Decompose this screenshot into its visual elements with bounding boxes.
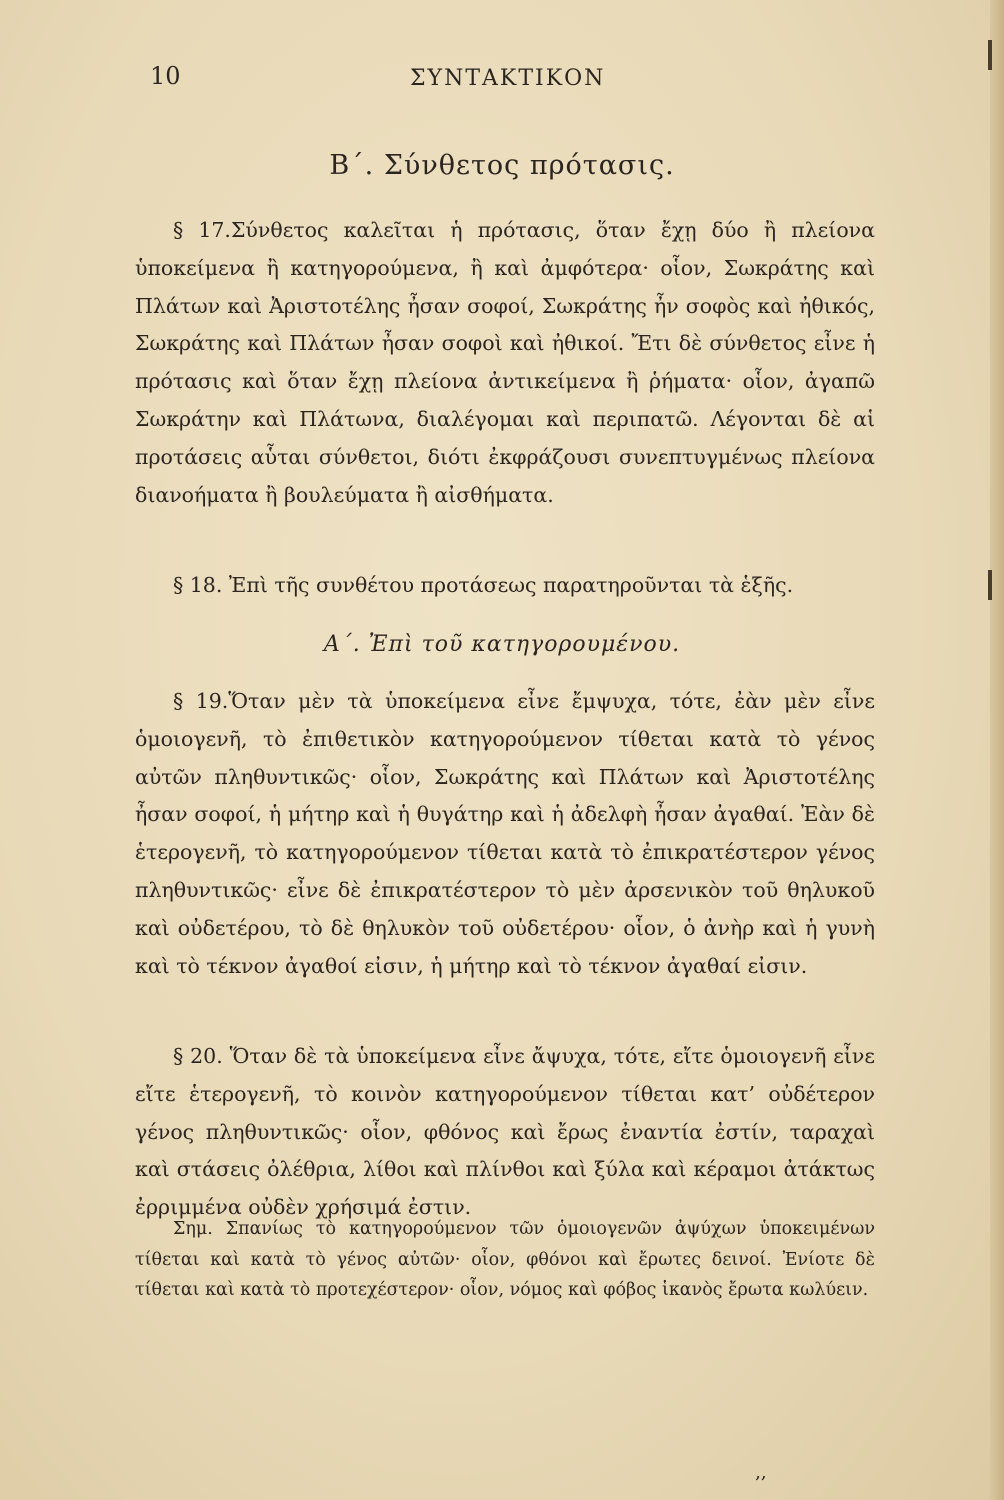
bottom-mark: ‚‚ <box>755 1462 767 1483</box>
margin-mark <box>988 570 992 600</box>
footnote: Σημ. Σπανίως τὸ κατηγορούμενον τῶν ὁμοιογενῶν ἀψύχων ὑποκειμένων τίθεται καὶ κατὰ τὸ γένος αὐτῶν· οἷον, φθόνοι καὶ ἔρωτες δεινοί. Ἐνίοτε δὲ τίθεται καὶ κατὰ τὸ προτεχέστερον· οἷον, νόμος καὶ φόβος ἱκανὸς ἔρωτα κωλύειν. <box>135 1219 875 1300</box>
margin-mark <box>988 40 992 70</box>
subsection-heading: Α΄. Ἐπὶ τοῦ κατηγορουμένου. <box>323 632 681 657</box>
paragraph-19: § 19.Ὅταν μὲν τὰ ὑποκείμενα εἶνε ἔμψυχα, τότε, ἐὰν μὲν εἶνε ὁμοιογενῆ, τὸ ἐπιθετικὸν κατηγορούμενον τίθεται κατὰ τὸ γένος αὐτῶν πληθυντικῶς· οἷον, Σωκράτης καὶ Πλάτων καὶ Ἀριστοτέλης ἦσαν σοφοί, ἡ μήτηρ καὶ ἡ θυγάτηρ καὶ ἡ ἀδελφὴ ἦσαν ἀγαθαί. Ἐὰν δὲ ἑτερογενῆ, τὸ κατηγορούμενον τίθεται κατὰ τὸ ἐπικρατέστερον γένος πληθυντικῶς· εἶνε δὲ ἐπικρατέστερον τὸ μὲν ἀρσενικὸν τοῦ θηλυκοῦ καὶ οὐδετέρου, τὸ δὲ θηλυκὸν τοῦ οὐδετέρου· οἷον, ὁ ἀνὴρ καὶ ἡ γυνὴ καὶ τὸ τέκνον ἀγαθοί εἰσιν, ἡ μήτηρ καὶ τὸ τέκνον ἀγαθαί εἰσιν. <box>135 689 875 978</box>
paragraph-20: § 20. Ὅταν δὲ τὰ ὑποκείμενα εἶνε ἄψυχα, τότε, εἴτε ὁμοιογενῆ εἶνε εἴτε ἑτερογενῆ, τὸ κοινὸν κατηγορούμενον τίθεται κατ’ οὐδέτερον γένος πληθυντικῶς· οἷον, φθόνος καὶ ἔρως ἐναντία ἐστίν, ταραχαὶ καὶ στάσεις ὀλέθρια, λίθοι καὶ πλίνθοι καὶ ξύλα καὶ κέραμοι ἀτάκτως ἐρριμμένα οὐδὲν χρήσιμά ἐστιν. <box>135 1044 875 1220</box>
page-header <box>150 62 870 102</box>
paragraph-18: § 18. Ἐπὶ τῆς συνθέτου προτάσεως παρατηροῦνται τὰ ἑξῆς. <box>173 573 794 597</box>
section-heading: Β΄. Σύνθετος πρότασις. <box>329 150 675 181</box>
page-number: 10 <box>150 62 181 90</box>
page-edge <box>990 0 1004 1500</box>
running-title: ΣΥΝΤΑΚΤΙΚΟΝ <box>410 66 606 91</box>
paragraph-17: § 17.Σύνθετος καλεῖται ἡ πρότασις, ὅταν ἔχῃ δύο ἢ πλείονα ὑποκείμενα ἢ κατηγορούμενα, ἢ καὶ ἀμφότερα· οἷον, Σωκράτης καὶ Πλάτων καὶ Ἀριστοτέλης ἦσαν σοφοί, Σωκράτης ἦν σοφὸς καὶ ἠθικός, Σωκράτης καὶ Πλάτων ἦσαν σοφοὶ καὶ ἠθικοί. Ἔτι δὲ σύνθετος εἶνε ἡ πρότασις καὶ ὅταν ἔχῃ πλείονα ἀντικείμενα ἢ ῥήματα· οἷον, ἀγαπῶ Σωκράτην καὶ Πλάτωνα, διαλέγομαι καὶ περιπατῶ. Λέγονται δὲ αἱ προτάσεις αὗται σύνθετοι, διότι ἐκφράζουσι συνεπτυγμένως πλείονα διανοήματα ἢ βουλεύματα ἢ αἰσθήματα. <box>135 218 875 507</box>
